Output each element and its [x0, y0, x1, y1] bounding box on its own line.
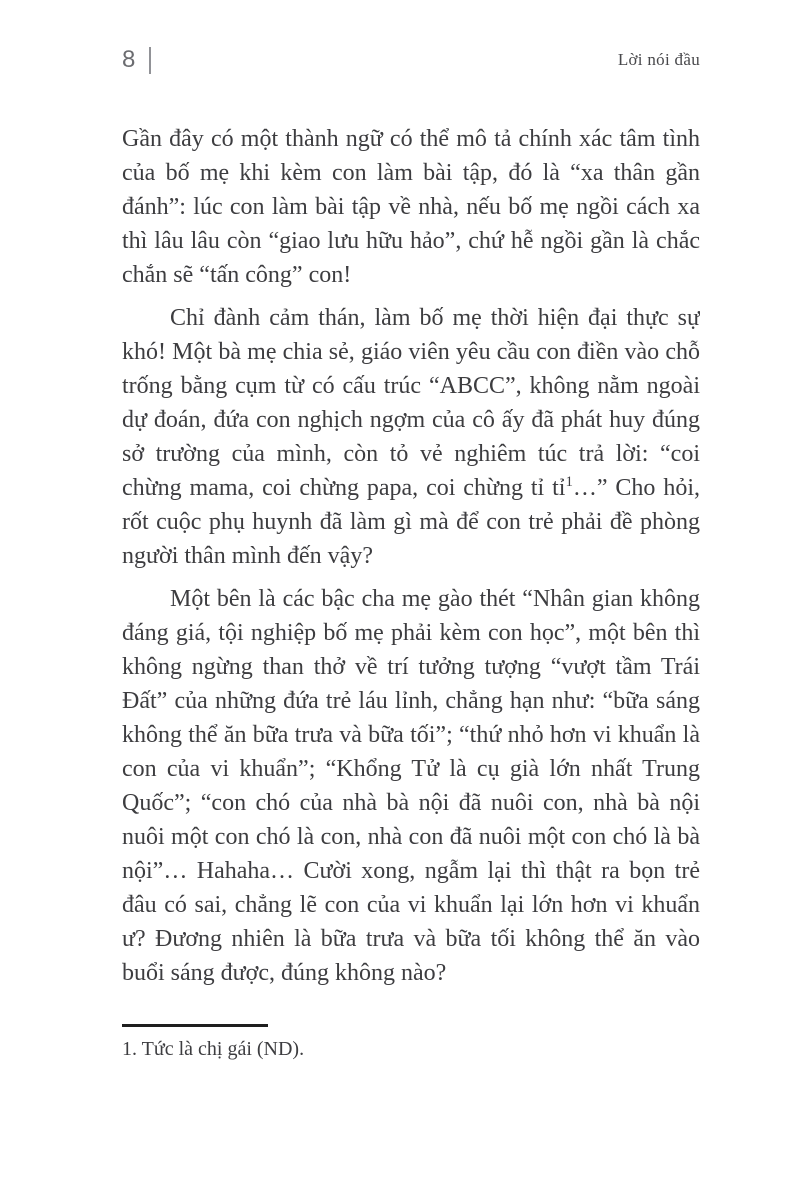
header-divider-bar — [149, 47, 151, 74]
paragraph-3: Một bên là các bậc cha mẹ gào thét “Nhân gian không đáng giá, tội nghiệp bố mẹ phải kèm con học”, một bên thì không ngừng than thở về trí tưởng tượng “vượt tầm Trái Đất” của những đứa trẻ láu lỉnh, chẳng hạn như: “bữa sáng không thể ăn bữa trưa và bữa tối”; “thứ nhỏ hơn vi khuẩn là con của vi khuẩn”; “Khổng Tử là cụ già lớn nhất Trung Quốc”; “con chó của nhà bà nội đã nuôi con, nhà bà nội nuôi một con chó là con, nhà con đã nuôi một con chó là bà nội”… Hahaha… Cười xong, ngẫm lại thì thật ra bọn trẻ đâu có sai, chẳng lẽ con của vi khuẩn lại lớn hơn vi khuẩn ư? Đương nhiên là bữa trưa và bữa tối không thể ăn vào buổi sáng được, đúng không nào? — [122, 586, 700, 986]
footnote-reference-marker: 1 — [565, 474, 573, 490]
paragraph-2-text-after-note: …” Cho hỏi, rốt cuộc phụ huynh đã làm gì mà để con trẻ phải đề phòng người thân mình đến vậy? — [122, 475, 700, 569]
footnote-separator-rule — [122, 1024, 268, 1027]
page-number: 8 — [122, 46, 136, 73]
paragraph-2 — [122, 301, 700, 573]
running-title: Lời nói đầu — [617, 50, 700, 69]
page-body — [122, 122, 700, 1018]
page-number-group — [122, 46, 151, 74]
paragraph-1: Gần đây có một thành ngữ có thể mô tả chính xác tâm tình của bố mẹ khi kèm con làm bài tập, đó là “xa thân gần đánh”: lúc con làm bài tập về nhà, nếu bố mẹ ngồi cách xa thì lâu lâu còn “giao lưu hữu hảo”, chứ hễ ngồi gần là chắc chắn sẽ “tấn công” con! — [122, 126, 700, 288]
paragraph-2-text-before-note: Chỉ đành cảm thán, làm bố mẹ thời hiện đại thực sự khó! Một bà mẹ chia sẻ, giáo viên yêu cầu con điền vào chỗ trống bằng cụm từ có cấu trúc “ABCC”, không nằm ngoài dự đoán, đứa con nghịch ngợm của cô ấy đã phát huy đúng sở trường của mình, còn tỏ vẻ nghiêm túc trả lời: “coi chừng mama, coi chừng papa, coi chừng tỉ tỉ — [122, 305, 700, 501]
footnote-area — [122, 1024, 700, 1062]
page-header — [122, 46, 700, 74]
footnote-text: 1. Tức là chị gái (ND). — [122, 1038, 305, 1060]
